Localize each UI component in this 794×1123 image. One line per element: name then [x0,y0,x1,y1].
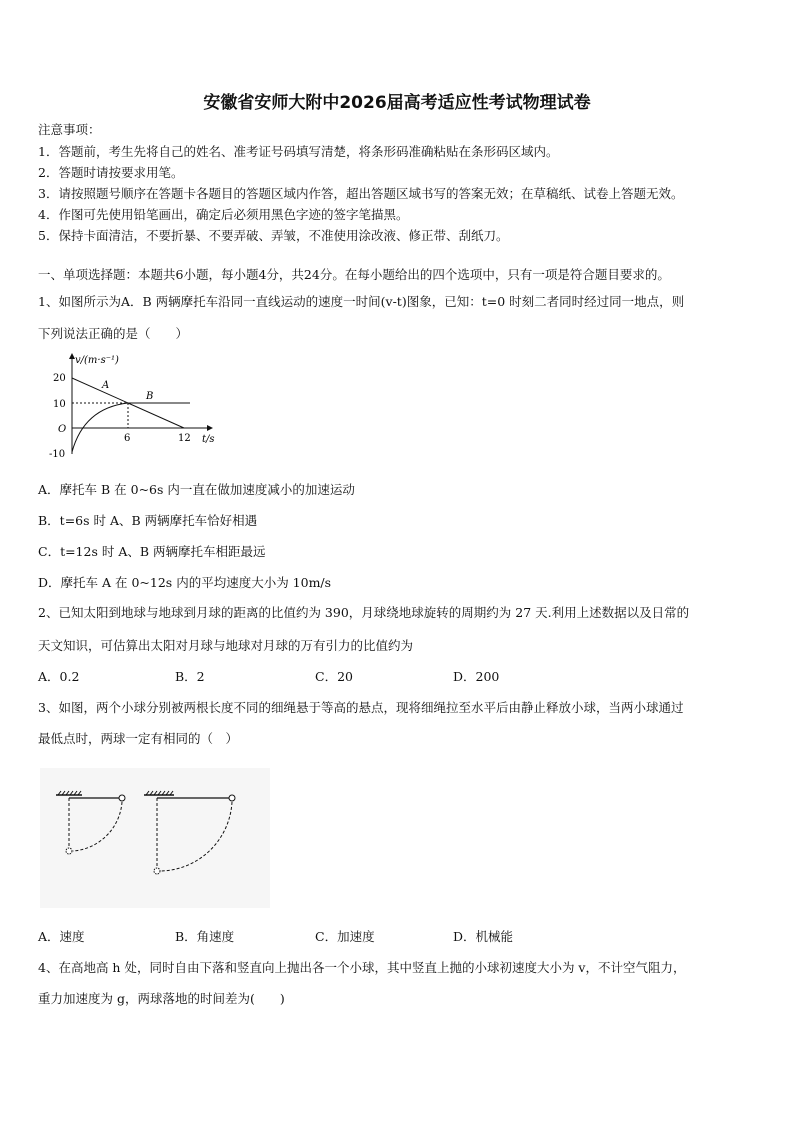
q2-option-c: C．20 [315,669,353,684]
q2-stem-line1: 2、已知太阳到地球与地球到月球的距离的比值约为 390，月球绕地球旋转的周期约为 27 天.利用上述数据以及日常的 [38,605,690,620]
ytick-20: 20 [53,373,66,384]
ytick-origin: O [58,424,67,435]
q3-option-b: B．角速度 [175,929,235,944]
xtick-6: 6 [124,433,131,444]
ball-right-lowest [154,868,160,874]
label-A: A [102,380,110,391]
q3-pendulum-figure [40,768,270,908]
q1-option-b: B．t=6s 时 A、B 两辆摩托车恰好相遇 [38,513,258,528]
ytick-10: 10 [53,399,66,410]
q1-stem-line2: 下列说法正确的是（ ） [38,326,189,341]
figure-background [40,768,270,908]
q2-option-a: A．0.2 [38,669,80,684]
q1-vt-graph [44,350,224,462]
q3-stem-line1: 3、如图，两个小球分别被两根长度不同的细绳悬于等高的悬点，现将细绳拉至水平后由静止释放小球，当两小球通过 [38,700,684,715]
ball-right [229,795,235,801]
ball-left-lowest [66,848,72,854]
xtick-12: 12 [178,433,191,444]
q1-stem-line1: 1、如图所示为A．B 两辆摩托车沿同一直线运动的速度一时间(v-t)图象，已知：t=0 时刻二者同时经过同一地点，则 [38,294,685,309]
notice-heading: 注意事项： [38,122,101,137]
ytick-minus10: -10 [49,449,66,460]
q2-stem-line2: 天文知识，可估算出太阳对月球与地球对月球的万有引力的比值约为 [38,638,414,653]
q3-stem-line2: 最低点时，两球一定有相同的（ ） [38,731,239,746]
q3-option-a: A．速度 [38,929,85,944]
exam-title: 安徽省安师大附中2026届高考适应性考试物理试卷 [203,93,591,113]
q3-option-d: D．机械能 [453,929,514,944]
q4-stem-line2: 重力加速度为 g，两球落地的时间差为( ) [38,991,285,1006]
q1-option-d: D．摩托车 A 在 0~12s 内的平均速度大小为 10m/s [38,575,332,590]
q1-option-a: A．摩托车 B 在 0~6s 内一直在做加速度减小的加速运动 [38,482,355,497]
q2-option-d: D．200 [453,669,500,684]
q3-option-c: C．加速度 [315,929,375,944]
q2-option-b: B．2 [175,669,205,684]
notice-item: 2．答题时请按要求用笔。 [38,165,184,180]
v-axis-label: v/(m·s⁻¹) [75,355,119,366]
ball-left [119,795,125,801]
notice-item: 1．答题前，考生先将自己的姓名、准考证号码填写清楚，将条形码准确粘贴在条形码区域内。 [38,144,559,159]
q1-option-c: C．t=12s 时 A、B 两辆摩托车相距最远 [38,544,266,559]
notice-item: 3．请按照题号顺序在答题卡各题目的答题区域内作答，超出答题区域书写的答案无效；在草稿纸、试卷上答题无效。 [38,186,684,201]
q4-stem-line1: 4、在高地高 h 处，同时自由下落和竖直向上抛出各一个小球，其中竖直上抛的小球初速度大小为 v，不计空气阻力， [38,960,686,975]
notice-item: 4．作图可先使用铅笔画出，确定后必须用黑色字迹的签字笔描黑。 [38,207,409,222]
t-axis-label: t/s [202,434,215,445]
label-B: B [146,391,154,402]
notice-item: 5．保持卡面清洁，不要折暴、不要弄破、弄皱，不准使用涂改液、修正带、刮纸刀。 [38,228,509,243]
section-heading: 一、单项选择题：本题共6小题，每小题4分，共24分。在每小题给出的四个选项中，只有一项是符合题目要求的。 [38,267,670,282]
